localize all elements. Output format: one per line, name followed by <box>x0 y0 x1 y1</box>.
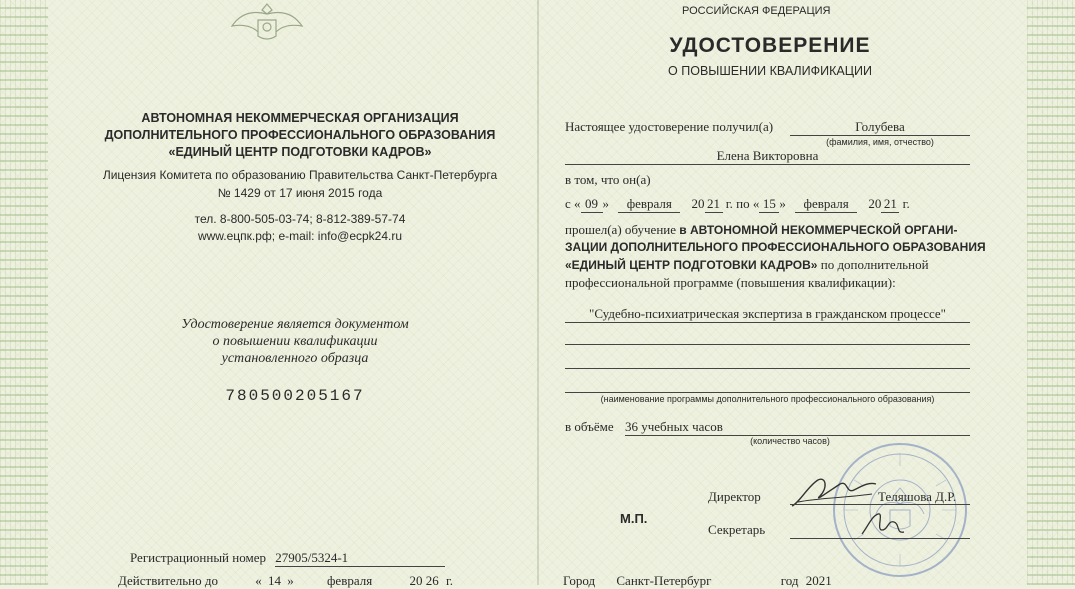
start-day: 09 <box>585 196 599 211</box>
valid-year-prefix: 20 <box>409 573 423 588</box>
year-word: г. <box>902 196 910 211</box>
registration-number <box>130 550 445 567</box>
program-hint: (наименование программы дополнительного профессионального образования) <box>600 394 935 404</box>
program-blank-line-2 <box>565 354 970 369</box>
year-label: год <box>780 573 799 588</box>
director-signature <box>788 472 878 512</box>
valid-day: 14 <box>268 573 281 588</box>
city-label: Город <box>563 573 596 588</box>
background-watermark <box>150 430 470 500</box>
valid-label: Действительно до <box>118 573 218 588</box>
volume-label: в объёме <box>565 419 614 434</box>
city-value: Санкт-Петербург <box>616 573 712 588</box>
end-year-suffix: 21 <box>883 196 897 211</box>
start-year-suffix: 21 <box>707 196 721 211</box>
start-month: февраля <box>626 196 672 211</box>
document-note <box>130 316 460 367</box>
secretary-label: Секретарь <box>708 522 766 537</box>
reg-value-line <box>275 550 445 567</box>
year-value: 2021 <box>805 573 832 588</box>
director-name: Теляшова Д.Р. <box>878 489 957 504</box>
org-bold-1: в АВТОНОМНОЙ НЕКОММЕРЧЕСКОЙ ОРГАНИ- <box>679 223 958 237</box>
serial-number: 780500205167 <box>225 387 365 405</box>
program-line <box>565 306 970 323</box>
program-blank-line-3 <box>565 378 970 393</box>
given-names: Елена Викторовна <box>716 148 819 163</box>
end-year-prefix: 20 <box>868 196 882 211</box>
org-line-2: ДОПОЛНИТЕЛЬНОГО ПРОФЕССИОНАЛЬНОГО ОБРАЗОВАНИЯ <box>104 128 496 142</box>
training-paragraph <box>565 221 986 291</box>
volume-value: 36 учебных часов <box>625 419 723 434</box>
license-line-1: Лицензия Комитета по образованию Правительства Санкт-Петербурга <box>102 168 498 182</box>
reg-label: Регистрационный номер <box>130 550 266 565</box>
contacts <box>80 211 520 245</box>
that-label: в том, что он(а) <box>565 172 651 187</box>
org-tail-3: по дополнительной <box>820 257 929 272</box>
end-month: февраля <box>803 196 849 211</box>
org-bold-3: «ЕДИНЫЙ ЦЕНТР ПОДГОТОВКИ КАДРОВ» <box>565 258 818 272</box>
received-label: Настоящее удостоверение получил(а) <box>565 119 774 134</box>
surname-line <box>790 119 970 136</box>
city-year <box>563 573 832 589</box>
start-year-prefix: 20 <box>691 196 705 211</box>
note-line-3: установленного образца <box>221 351 369 366</box>
secretary-signature <box>858 508 908 540</box>
valid-year-suffix: 26 <box>425 573 439 588</box>
page-fold <box>537 0 539 585</box>
guilloche-border-left <box>0 0 48 585</box>
web-email: www.ецпк.рф; e-mail: info@ecpk24.ru <box>197 229 403 243</box>
till-label: г. по « <box>725 196 760 211</box>
study-dates: с « 09 » февраля 20 21 г. по « 15 » февраля 20 21 г. <box>565 196 910 211</box>
org-bold-2: ЗАЦИИ ДОПОЛНИТЕЛЬНОГО ПРОФЕССИОНАЛЬНОГО ОБРАЗОВАНИЯ <box>565 240 986 254</box>
license-info <box>80 166 520 202</box>
surname: Голубева <box>855 119 905 134</box>
reg-value: 27905/5324-1 <box>275 550 349 565</box>
organization-name <box>80 110 520 161</box>
program-name: "Судебно-психиатрическая экспертиза в гражданском процессе" <box>589 306 946 321</box>
valid-year-word: г. <box>445 573 454 588</box>
given-names-line <box>565 148 970 165</box>
org-tail-4: профессиональной программе (повышения квалификации): <box>565 275 896 290</box>
valid-month: февраля <box>327 573 373 588</box>
guilloche-border-right <box>1027 0 1075 585</box>
org-line-3: «ЕДИНЫЙ ЦЕНТР ПОДГОТОВКИ КАДРОВ» <box>168 145 432 159</box>
country: РОССИЙСКАЯ ФЕДЕРАЦИЯ <box>682 5 831 17</box>
from-label: с « <box>565 196 581 211</box>
license-line-2: № 1429 от 17 июня 2015 года <box>217 186 383 200</box>
note-line-2: о повышении квалификации <box>212 334 378 349</box>
coat-of-arms-emblem <box>222 0 312 42</box>
valid-until: Действительно до « 14 » февраля 20 26 г. <box>118 573 454 588</box>
director-label: Директор <box>708 489 761 504</box>
program-blank-line-1 <box>565 330 970 345</box>
name-hint: (фамилия, имя, отчество) <box>826 137 934 147</box>
seal-place-mark: М.П. <box>620 511 648 526</box>
phone: тел. 8-800-505-03-74; 8-812-389-57-74 <box>194 212 406 226</box>
org-line-1: АВТОНОМНАЯ НЕКОММЕРЧЕСКАЯ ОРГАНИЗАЦИЯ <box>141 111 459 125</box>
volume-line <box>625 419 970 436</box>
end-day: 15 <box>762 196 776 211</box>
secretary-sign-line <box>790 538 970 539</box>
note-line-1: Удостоверение является документом <box>181 317 409 332</box>
document-title: УДОСТОВЕРЕНИЕ <box>669 34 871 57</box>
trained-prefix: прошел(а) обучение <box>565 222 677 237</box>
document-subtitle: О ПОВЫШЕНИИ КВАЛИФИКАЦИИ <box>668 64 872 78</box>
hours-hint: (количество часов) <box>750 436 830 446</box>
